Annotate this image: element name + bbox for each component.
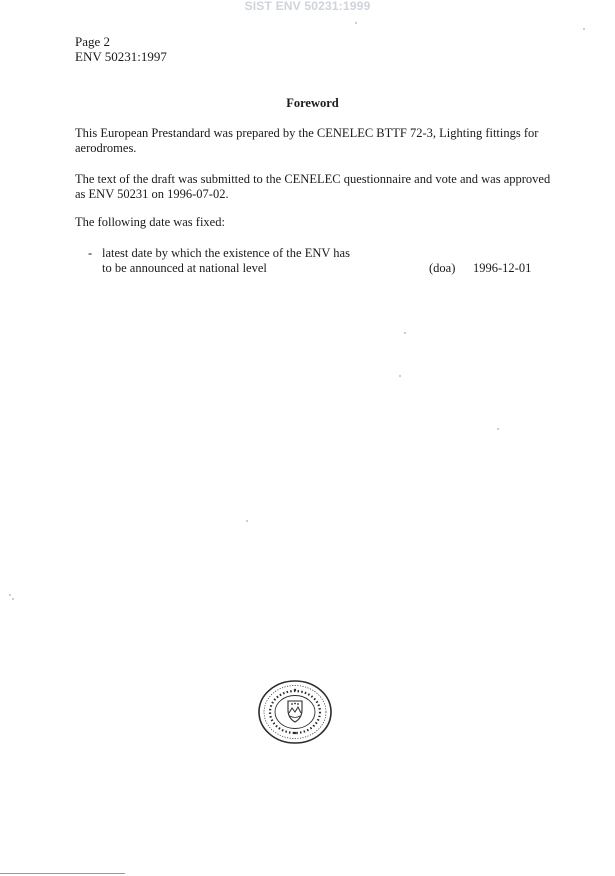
date-item-code: (doa): [429, 261, 456, 275]
list-bullet: -: [88, 246, 93, 260]
scan-speck: [355, 22, 357, 24]
page-header: [75, 34, 167, 64]
standard-number: ENV 50231:1997: [75, 49, 167, 64]
scan-speck: [497, 428, 499, 430]
scan-speck: [246, 520, 248, 522]
paragraph-date-fixed: The following date was fixed:: [75, 215, 225, 229]
date-item-value: 1996-12-01: [473, 261, 532, 275]
scan-speck: [404, 332, 406, 334]
scan-speck: [9, 594, 11, 596]
scan-speck: [12, 598, 14, 600]
page-number: Page 2: [75, 34, 111, 49]
paragraph-prepared-by: This European Prestandard was prepared by the CENELEC BTTF 72-3, Lighting fittings for aerodromes.: [75, 126, 539, 155]
section-title: Foreword: [286, 96, 339, 110]
watermark: SIST ENV 50231:1999: [244, 0, 371, 13]
footer-rule: [0, 873, 125, 874]
official-stamp-icon: [257, 679, 333, 745]
scan-speck: [399, 375, 401, 377]
paragraph-approval: The text of the draft was submitted to the CENELEC questionnaire and vote and was approved as ENV 50231 on 1996-07-02.: [75, 172, 551, 201]
date-item-description: latest date by which the existence of the ENV has to be announced at national level: [102, 246, 350, 275]
scan-speck: [583, 28, 585, 30]
